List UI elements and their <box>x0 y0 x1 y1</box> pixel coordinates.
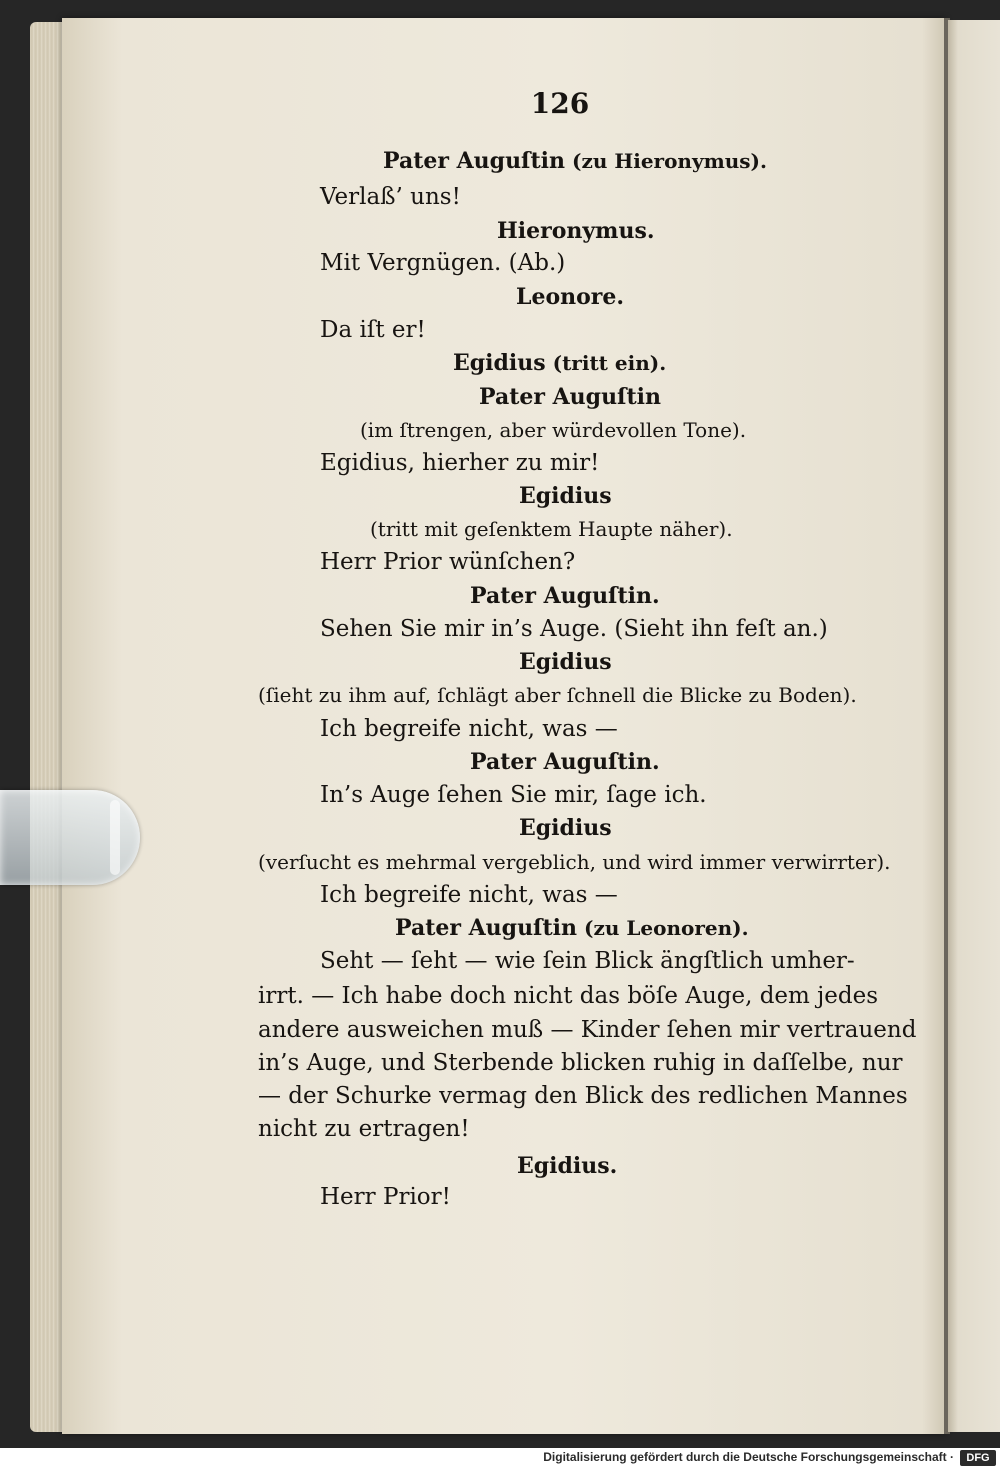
speaker-line: Pater Auguſtin. <box>470 583 660 609</box>
stage-direction: (ſieht zu ihm auf, ſchlägt aber ſchnell die Blicke zu Boden). <box>258 683 857 707</box>
speaker-line: Pater Auguſtin (zu Leonoren). <box>395 915 749 941</box>
speech-line: Da iſt er! <box>320 317 426 343</box>
speech-line: Ich begreife nicht, was — <box>320 716 618 742</box>
speech-line: Verlaß’ uns! <box>320 184 461 210</box>
speaker-line: Egidius. <box>517 1153 618 1179</box>
speaker-line: Egidius <box>519 483 612 509</box>
speech-line: In’s Auge ſehen Sie mir, ſage ich. <box>320 782 707 808</box>
stage-direction: (tritt mit geſenktem Haupte näher). <box>370 517 733 541</box>
speech-line: Herr Prior! <box>320 1184 451 1210</box>
speaker-line: Pater Auguſtin <box>479 384 662 410</box>
stage-direction: (verſucht es mehrmal vergeblich, und wird immer verwirrter). <box>258 850 891 874</box>
speech-line: Sehen Sie mir in’s Auge. (Sieht ihn feſt an.) <box>320 616 828 642</box>
prose-line: andere ausweichen muß — Kinder ſehen mir vertrauend <box>258 1017 917 1043</box>
speech-line: Mit Vergnügen. (Ab.) <box>320 250 566 276</box>
prose-line: in’s Auge, und Sterbende blicken ruhig in daſſelbe, nur <box>258 1050 903 1076</box>
prose-line: irrt. — Ich habe doch nicht das böſe Auge, dem jedes <box>258 983 879 1009</box>
footer-bar <box>0 1448 1000 1469</box>
speaker-line: Pater Auguſtin. <box>470 749 660 775</box>
speaker-line: Leonore. <box>516 284 625 310</box>
funding-credit: Digitalisierung gefördert durch die Deutsche Forschungsgemeinschaft · <box>543 1450 954 1464</box>
prose-line: — der Schurke vermag den Blick des redlichen Mannes <box>258 1083 908 1109</box>
speech-line: Seht — ſeht — wie ſein Blick ängſtlich umher- <box>320 948 855 974</box>
page-number: 126 <box>530 87 590 120</box>
speech-line: Egidius, hierher zu mir! <box>320 450 600 476</box>
speaker-line: Egidius (tritt ein). <box>453 350 667 376</box>
prose-line: nicht zu ertragen! <box>258 1116 470 1142</box>
speaker-line: Pater Auguſtin (zu Hieronymus). <box>383 148 767 174</box>
speaker-line: Egidius <box>519 649 612 675</box>
speech-line: Ich begreife nicht, was — <box>320 882 618 908</box>
speech-line: Herr Prior wünſchen? <box>320 549 576 575</box>
speaker-line: Egidius <box>519 815 612 841</box>
stage-direction: (im ſtrengen, aber würdevollen Tone). <box>360 418 747 442</box>
speaker-line: Hieronymus. <box>497 218 655 244</box>
dfg-logo: DFG <box>960 1450 996 1466</box>
